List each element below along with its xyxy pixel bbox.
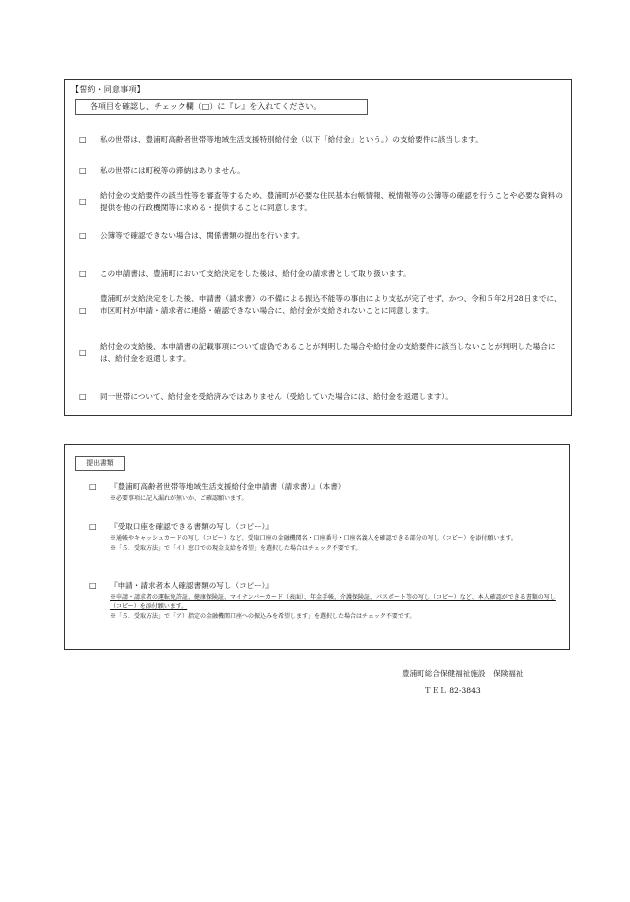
document-note: ※必要事項に記入漏れが無いか、ご確認願います。 — [110, 495, 248, 502]
document-title: 『申請・請求者本人確認書類の写し（コピー）』 — [110, 581, 273, 590]
consent-title: 【誓約・同意事項】 — [71, 85, 145, 94]
consent-checkbox[interactable]: □ — [79, 231, 87, 240]
document-note-text: ※申請・請求者の運転免許証、健康保険証、マイナンバーカード（表面）、年金手帳、介護保険証、パスポート等の写し（コピー）など、本人確認ができる書類の写し（コピー）を添付願います。 — [110, 594, 556, 610]
consent-item — [79, 134, 564, 146]
consent-item-text: 給付金の支給要件の該当性等を審査等するため、豊浦町が必要な住民基本台帳情報、税情報等の公簿等の確認を行うことや必要な資料の提供を他の行政機関等に求める・提供することに同意します。 — [100, 191, 563, 212]
document-title: 『受取口座を確認できる書類の写し（コピー）』 — [110, 522, 273, 531]
document-note — [89, 593, 567, 611]
document-note: ※「５．受取方法」で「ア）指定の金融機関口座への振込みを希望します」を選択した場合はチェック不要です。 — [110, 613, 416, 620]
consent-item — [79, 230, 564, 242]
consent-checkbox[interactable]: □ — [79, 135, 87, 144]
instruction-box: 各項目を確認し、チェック欄（□）に『レ』を入れてください。 — [75, 99, 368, 115]
consent-item-text: 私の世帯には町税等の滞納はありません。 — [100, 166, 245, 175]
consent-item-text: 豊浦町が支給決定をした後、申請書（請求書）の不備による振込不能等の事由により支払が完了せず、かつ、令和５年2月28日までに、市区町村が申請・請求者に連絡・確認できない場合に、給付金が支給されないことに同意します。 — [100, 294, 562, 315]
consent-item — [79, 391, 564, 403]
consent-item — [79, 341, 564, 365]
consent-item — [79, 190, 564, 214]
consent-item — [79, 268, 564, 280]
consent-checkbox[interactable]: □ — [79, 348, 87, 357]
consent-item-text: 公簿等で確認できない場合は、関係書類の提出を行います。 — [100, 231, 305, 240]
documents-section — [64, 444, 570, 650]
consent-item-text: 同一世帯について、給付金を受給済みではありません（受給していた場合には、給付金を返還します）。 — [100, 392, 453, 401]
consent-item-text: 私の世帯は、豊浦町高齢者世帯等地域生活支援特別給付金（以下「給付金」という。）の支給要件に該当します。 — [100, 135, 483, 144]
consent-item-text: この申請書は、豊浦町において支給決定をした後は、給付金の請求書として取り扱います。 — [100, 269, 411, 278]
footer-telephone: ＴＥＬ 82-3843 — [424, 686, 481, 695]
consent-section — [64, 79, 572, 416]
consent-checkbox[interactable]: □ — [79, 392, 87, 401]
document-item — [89, 580, 567, 621]
consent-checkbox[interactable]: □ — [79, 197, 87, 206]
consent-checkbox[interactable]: □ — [79, 166, 87, 175]
document-checkbox[interactable]: □ — [89, 482, 97, 491]
documents-label: 提出書類 — [75, 456, 125, 471]
consent-item — [79, 165, 564, 177]
document-title: 『豊浦町高齢者世帯等地域生活支援給付金申請書（請求書）』（本書） — [110, 482, 346, 491]
document-item — [89, 481, 567, 503]
consent-checkbox[interactable]: □ — [79, 306, 87, 315]
document-item — [89, 521, 567, 553]
document-note: ※通帳やキャッシュカードの写し（コピー）など、受取口座の金融機関名・口座番号・口座名義人を確認できる部分の写し（コピー）を添付願います。 — [110, 535, 517, 542]
document-checkbox[interactable]: □ — [89, 522, 97, 531]
consent-item — [79, 293, 564, 317]
consent-item-text: 給付金の支給後、本申請書の記載事項について虚偽であることが判明した場合や給付金の支給要件に該当しないことが判明した場合には、給付金を返還します。 — [100, 342, 556, 363]
document-note: ※「５．受取方法」で「イ）窓口での現金支給を希望」を選択した場合はチェック不要です。 — [110, 545, 362, 552]
footer-organization: 豊浦町総合保健福祉施設 保険福祉 — [402, 669, 524, 678]
document-checkbox[interactable]: □ — [89, 581, 97, 590]
consent-checkbox[interactable]: □ — [79, 269, 87, 278]
